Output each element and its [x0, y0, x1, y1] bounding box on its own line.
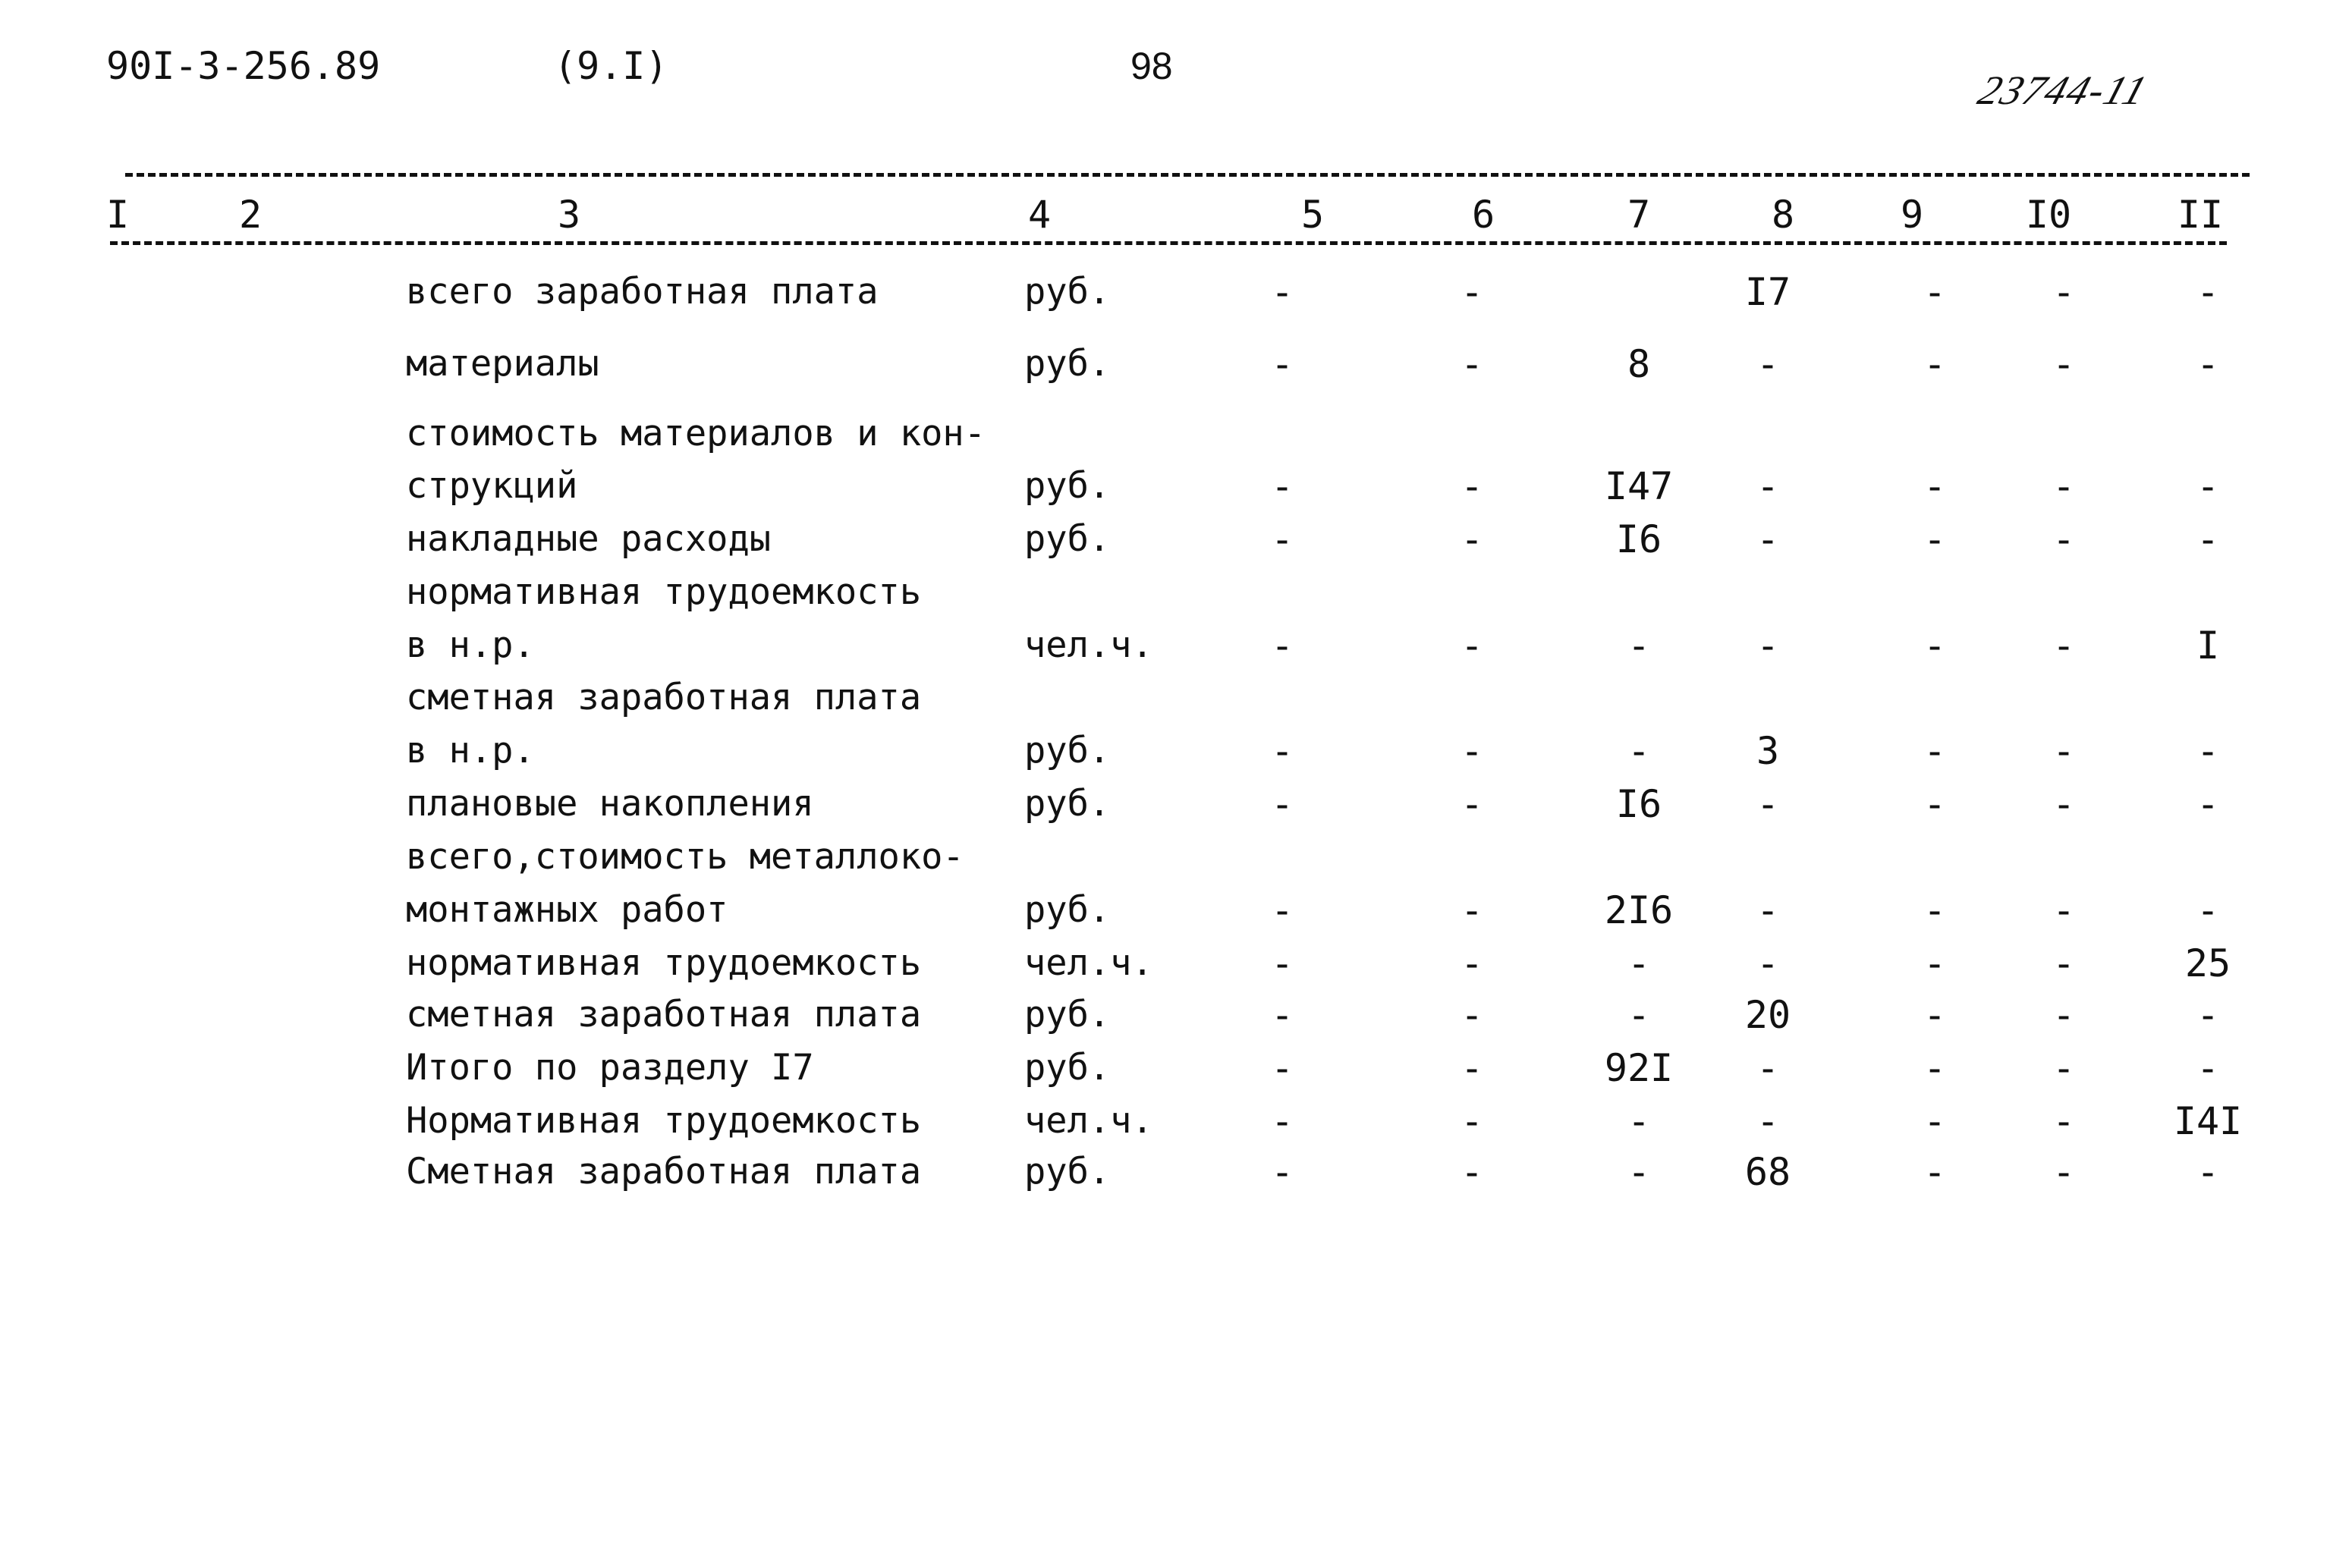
page-number: 98 [1130, 45, 1173, 87]
value-col-6: - [1460, 342, 1484, 386]
item-name: монтажных работ [406, 889, 728, 931]
value-col-8: - [1756, 941, 1780, 985]
value-col-9: - [1923, 1046, 1947, 1090]
value-col-6: - [1460, 729, 1484, 773]
value-col-5: - [1270, 729, 1294, 773]
table-row [0, 1145, 2330, 1199]
value-col-9: - [1923, 464, 1947, 508]
value-col-10: - [2052, 624, 2076, 668]
value-col-10: - [2052, 464, 2076, 508]
value-col-7: I6 [1615, 517, 1662, 561]
item-unit: руб. [1024, 1047, 1111, 1089]
value-col-6: - [1460, 782, 1484, 826]
value-col-6: - [1460, 1099, 1484, 1143]
value-col-5: - [1270, 517, 1294, 561]
document-code: 90I-3-256.89 [106, 44, 381, 88]
value-col-7: 92I [1604, 1046, 1674, 1090]
table-row [0, 1042, 2330, 1095]
value-col-10: - [2052, 729, 2076, 773]
value-col-9: - [1923, 624, 1947, 668]
value-col-9: - [1923, 270, 1947, 314]
value-col-11: - [2196, 888, 2220, 932]
item-unit: руб. [1024, 343, 1111, 385]
value-col-7: 2I6 [1604, 888, 1674, 932]
value-col-5: - [1270, 1046, 1294, 1090]
sheet-reference: (9.I) [554, 44, 668, 88]
value-col-5: - [1270, 342, 1294, 386]
value-col-8: - [1756, 464, 1780, 508]
value-col-5: - [1270, 993, 1294, 1037]
value-col-5: - [1270, 464, 1294, 508]
value-col-5: - [1270, 941, 1294, 985]
value-col-7: - [1627, 1099, 1651, 1143]
value-col-7: 8 [1627, 342, 1651, 386]
item-unit: руб. [1024, 1151, 1111, 1192]
table-row [0, 407, 2330, 460]
item-name: струкций [406, 465, 578, 507]
value-col-10: - [2052, 993, 2076, 1037]
dashed-rule-top [125, 173, 2250, 177]
value-col-11: 25 [2184, 941, 2231, 985]
value-col-10: - [2052, 517, 2076, 561]
item-name: плановые накопления [406, 783, 814, 825]
value-col-9: - [1923, 782, 1947, 826]
value-col-11: I4I [2173, 1099, 2243, 1143]
column-number-7: 7 [1627, 193, 1651, 237]
table-row [0, 460, 2330, 513]
column-number-6: 6 [1471, 193, 1495, 237]
table-row [0, 884, 2330, 937]
value-col-10: - [2052, 888, 2076, 932]
value-col-10: - [2052, 1150, 2076, 1194]
dashed-rule-bottom [110, 241, 2227, 245]
value-col-7: I47 [1604, 464, 1674, 508]
value-col-11: - [2196, 993, 2220, 1037]
value-col-6: - [1460, 624, 1484, 668]
value-col-8: - [1756, 517, 1780, 561]
item-unit: руб. [1024, 783, 1111, 825]
item-unit: руб. [1024, 994, 1111, 1035]
value-col-10: - [2052, 782, 2076, 826]
item-name: всего,стоимость металлоко- [406, 836, 964, 878]
value-col-11: - [2196, 1150, 2220, 1194]
value-col-11: I [2196, 624, 2220, 668]
value-col-8: - [1756, 1099, 1780, 1143]
value-col-6: - [1460, 517, 1484, 561]
value-col-8: - [1756, 888, 1780, 932]
value-col-11: - [2196, 464, 2220, 508]
item-name: накладные расходы [406, 518, 772, 560]
table-row [0, 724, 2330, 778]
value-col-11: - [2196, 782, 2220, 826]
value-col-6: - [1460, 888, 1484, 932]
value-col-7: - [1627, 1150, 1651, 1194]
item-name: Нормативная трудоемкость [406, 1100, 922, 1142]
value-col-7: I6 [1615, 782, 1662, 826]
value-col-8: - [1756, 1046, 1780, 1090]
item-name: стоимость материалов и кон- [406, 413, 986, 454]
table-row [0, 266, 2330, 319]
value-col-6: - [1460, 993, 1484, 1037]
value-col-5: - [1270, 888, 1294, 932]
value-col-7: - [1627, 941, 1651, 985]
handwritten-inventory-number: 23744-11 [1973, 68, 2154, 113]
item-unit: руб. [1024, 730, 1111, 771]
value-col-11: - [2196, 517, 2220, 561]
value-col-10: - [2052, 1046, 2076, 1090]
table-row [0, 1095, 2330, 1148]
column-number-5: 5 [1300, 193, 1325, 237]
column-number-8: 8 [1771, 193, 1795, 237]
value-col-8: - [1756, 782, 1780, 826]
value-col-11: - [2196, 342, 2220, 386]
value-col-5: - [1270, 782, 1294, 826]
table-row [0, 937, 2330, 990]
value-col-11: - [2196, 729, 2220, 773]
table-row [0, 338, 2330, 391]
table-row [0, 566, 2330, 619]
item-name: Сметная заработная плата [406, 1151, 922, 1192]
item-name: сметная заработная плата [406, 994, 922, 1035]
value-col-10: - [2052, 941, 2076, 985]
item-name: Итого по разделу I7 [406, 1047, 814, 1089]
column-number-4: 4 [1027, 193, 1052, 237]
value-col-9: - [1923, 888, 1947, 932]
value-col-10: - [2052, 1099, 2076, 1143]
column-number-10: I0 [2025, 193, 2072, 237]
value-col-9: - [1923, 993, 1947, 1037]
table-row [0, 671, 2330, 724]
item-name: нормативная трудоемкость [406, 942, 922, 984]
value-col-9: - [1923, 1099, 1947, 1143]
item-name: в н.р. [406, 624, 535, 666]
item-unit: чел.ч. [1024, 624, 1153, 666]
table-row [0, 988, 2330, 1042]
column-number-11: II [2177, 193, 2224, 237]
value-col-5: - [1270, 1099, 1294, 1143]
item-name: в н.р. [406, 730, 535, 771]
value-col-8: 3 [1756, 729, 1780, 773]
value-col-7: - [1627, 993, 1651, 1037]
item-name: всего заработная плата [406, 271, 879, 313]
value-col-8: 68 [1744, 1150, 1791, 1194]
value-col-11: - [2196, 1046, 2220, 1090]
table-row [0, 619, 2330, 672]
item-name: сметная заработная плата [406, 677, 922, 718]
table-row [0, 513, 2330, 566]
value-col-10: - [2052, 270, 2076, 314]
value-col-9: - [1923, 517, 1947, 561]
value-col-7: - [1627, 729, 1651, 773]
item-name: материалы [406, 343, 599, 385]
value-col-5: - [1270, 624, 1294, 668]
column-number-9: 9 [1900, 193, 1924, 237]
value-col-7: - [1627, 624, 1651, 668]
value-col-6: - [1460, 270, 1484, 314]
value-col-6: - [1460, 941, 1484, 985]
item-unit: руб. [1024, 465, 1111, 507]
table-row [0, 831, 2330, 884]
value-col-9: - [1923, 729, 1947, 773]
value-col-6: - [1460, 1150, 1484, 1194]
value-col-9: - [1923, 1150, 1947, 1194]
column-number-2: 2 [238, 193, 263, 237]
item-unit: руб. [1024, 889, 1111, 931]
item-unit: руб. [1024, 271, 1111, 313]
item-unit: руб. [1024, 518, 1111, 560]
item-unit: чел.ч. [1024, 1100, 1153, 1142]
value-col-8: 20 [1744, 993, 1791, 1037]
value-col-9: - [1923, 941, 1947, 985]
table-row [0, 778, 2330, 831]
item-unit: чел.ч. [1024, 942, 1153, 984]
value-col-5: - [1270, 1150, 1294, 1194]
item-name: нормативная трудоемкость [406, 571, 922, 613]
value-col-8: I7 [1744, 270, 1791, 314]
value-col-11: - [2196, 270, 2220, 314]
value-col-5: - [1270, 270, 1294, 314]
value-col-9: - [1923, 342, 1947, 386]
value-col-6: - [1460, 464, 1484, 508]
column-number-3: 3 [557, 193, 581, 237]
value-col-8: - [1756, 624, 1780, 668]
column-number-1: I [105, 193, 130, 237]
value-col-6: - [1460, 1046, 1484, 1090]
value-col-8: - [1756, 342, 1780, 386]
value-col-10: - [2052, 342, 2076, 386]
